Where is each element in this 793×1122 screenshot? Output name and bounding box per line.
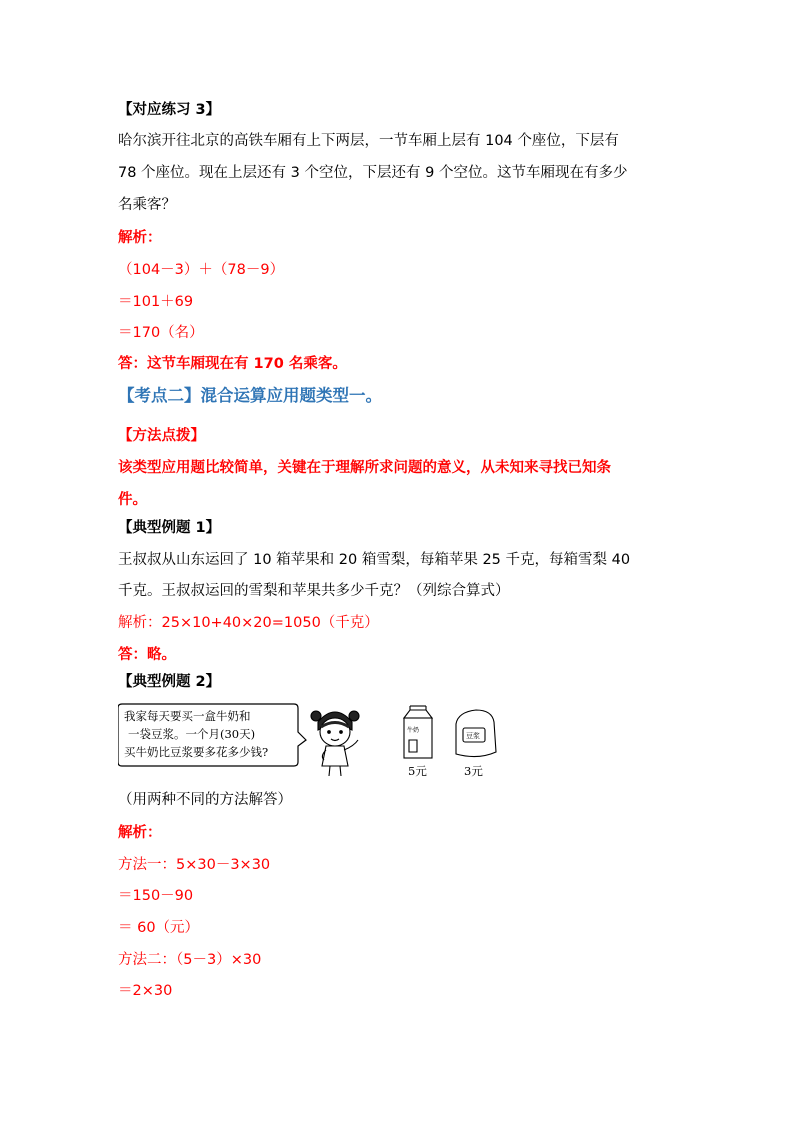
bubble-line2: 一袋豆浆。一个月(30天) — [128, 727, 256, 741]
example2-note: （用两种不同的方法解答） — [118, 792, 292, 808]
example1-question-line2: 千克。王叔叔运回的雪梨和苹果共多少千克？（列综合算式） — [118, 583, 510, 599]
example1-heading: 【典型例题 1】 — [118, 520, 221, 536]
practice3-question-line2: 78 个座位。现在上层还有 3 个空位，下层还有 9 个空位。这节车厢现在有多少 — [118, 165, 628, 181]
example1-answer: 答：略。 — [118, 647, 176, 663]
method2-step1: 方法二：（5－3）×30 — [118, 952, 262, 968]
practice3-question-line1: 哈尔滨开往北京的高铁车厢有上下两层，一节车厢上层有 104 个座位，下层有 — [118, 133, 619, 149]
practice3-heading: 【对应练习 3】 — [118, 102, 221, 118]
method2-step2: ＝2×30 — [118, 983, 173, 999]
girl-icon — [311, 711, 359, 776]
example1-analysis: 解析：25×10+40×20=1050（千克） — [118, 615, 379, 631]
method-tips-line2: 件。 — [118, 492, 147, 508]
practice3-answer: 答：这节车厢现在有 170 名乘客。 — [118, 356, 347, 372]
practice3-analysis-label: 解析： — [118, 230, 162, 246]
practice3-step3: ＝170（名） — [118, 325, 204, 341]
soy-price: 3元 — [464, 764, 483, 778]
example1-question-line1: 王叔叔从山东运回了 10 箱苹果和 20 箱雪梨，每箱苹果 25 千克，每箱雪梨 40 — [118, 552, 631, 568]
example2-heading: 【典型例题 2】 — [118, 674, 221, 690]
bubble-line3: 买牛奶比豆浆要多花多少钱? — [124, 745, 269, 759]
milk-price: 5元 — [408, 764, 427, 778]
example2-analysis-label: 解析： — [118, 825, 162, 841]
practice3-question-line3: 名乘客？ — [118, 197, 176, 213]
method1-step2: ＝150－90 — [118, 888, 194, 904]
method-tips-line1: 该类型应用题比较简单，关键在于理解所求问题的意义，从未知来寻找已知条 — [118, 460, 611, 476]
example2-illustration — [118, 700, 518, 780]
section2-title: 【考点二】混合运算应用题类型一。 — [118, 386, 382, 405]
soy-label: 豆浆 — [466, 732, 480, 740]
practice3-step2: ＝101＋69 — [118, 294, 194, 310]
practice3-step1: （104－3）＋（78－9） — [118, 262, 285, 278]
bubble-line1: 我家每天要买一盒牛奶和 — [124, 709, 251, 723]
method1-step1: 方法一：5×30－3×30 — [118, 857, 271, 873]
method-tips-heading: 【方法点拨】 — [118, 428, 205, 444]
milk-carton-icon — [404, 706, 432, 758]
soy-milk-bag-icon — [456, 710, 496, 757]
milk-label: 牛奶 — [407, 727, 420, 734]
method1-step3: ＝ 60（元） — [118, 920, 200, 936]
